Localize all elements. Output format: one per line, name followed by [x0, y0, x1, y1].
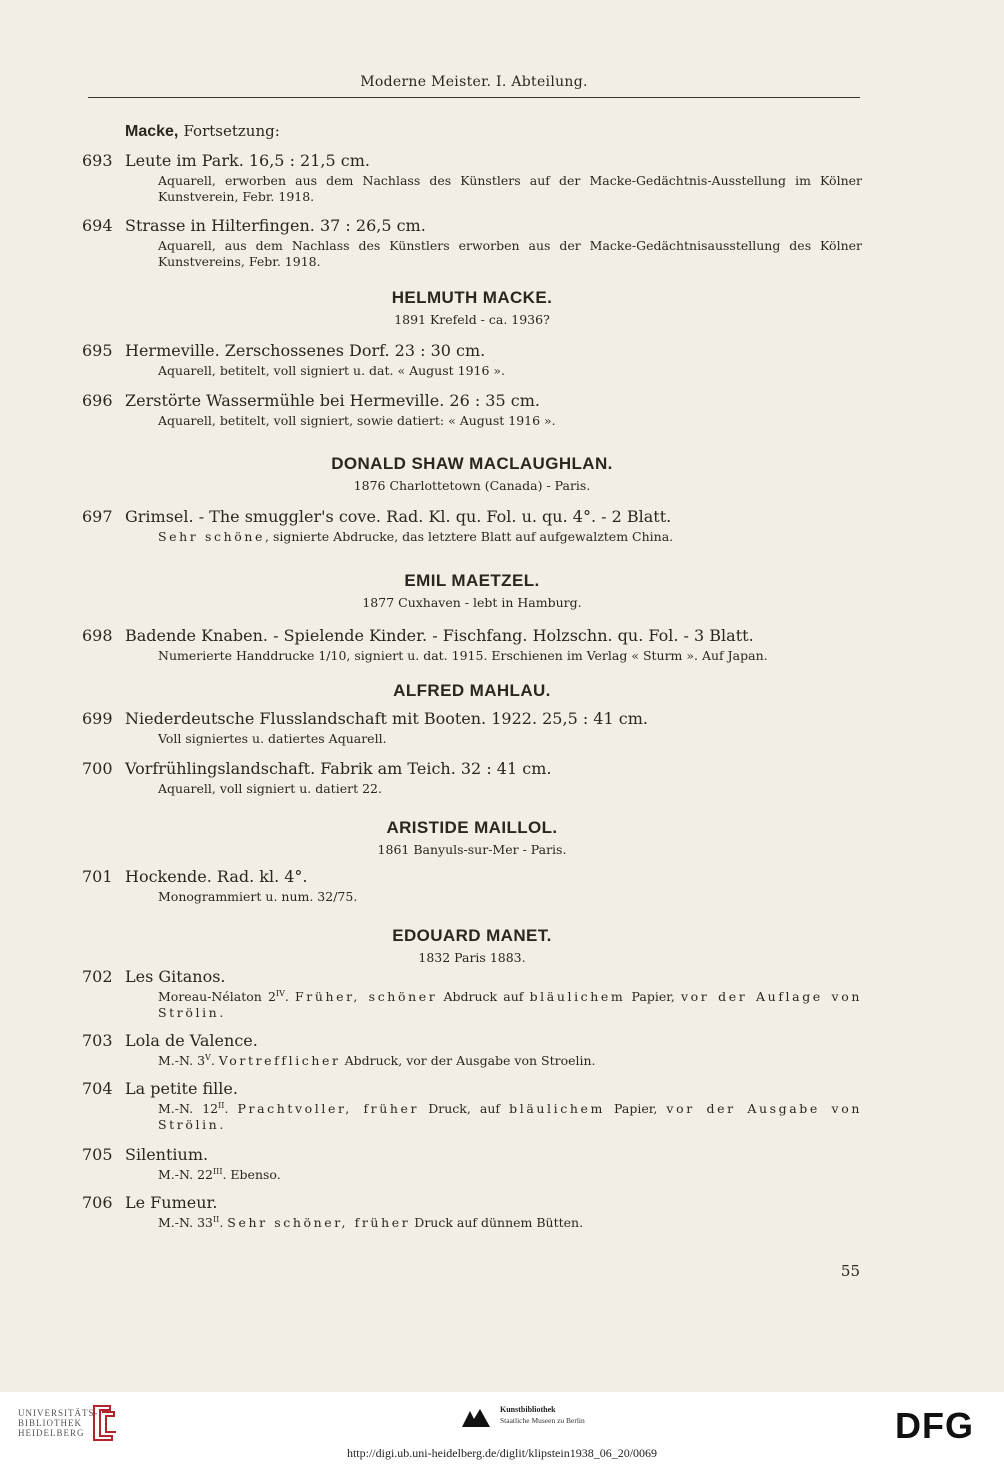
university-library-logo-icon [90, 1402, 118, 1442]
continuation-note: Fortsetzung: [183, 122, 280, 140]
entry-title: Grimsel. - The smuggler's cove. Rad. Kl. qu. Fol. u. qu. 4°. - 2 Blatt. [125, 507, 672, 526]
entry-description: Numerierte Handdrucke 1/10, signiert u. dat. 1915. Erschienen im Verlag « Sturm ». Auf Japan. [158, 648, 768, 663]
artist-life-dates: 1877 Cuxhaven - lebt in Hamburg. [362, 595, 582, 610]
artist-name: HELMUTH MACKE. [391, 288, 553, 307]
artist-name: EMIL MAETZEL. [404, 571, 540, 590]
catalog-entry [82, 151, 862, 205]
entry-description: Moreau-Nélaton $2^{IV}$. Früher, schöner Abdruck auf bläulichem Papier, vor der Auflage von Strölin. [158, 988, 862, 1020]
catalog-entry [82, 391, 862, 429]
entry-title: Silentium. [125, 1145, 209, 1164]
continuation-name: Macke, [125, 123, 179, 140]
entry-number: 693 [82, 151, 113, 170]
description-text: Druck auf dünnem Bütten. [414, 1215, 584, 1230]
entry-title: Leute im Park. 16,5 : 21,5 cm. [125, 151, 370, 170]
entry-title: Lola de Valence. [125, 1031, 258, 1050]
catalog-entry [82, 626, 862, 664]
spaced-emphasis: Prachtvoller, früher [237, 1101, 420, 1116]
entry-description: Aquarell, betitelt, voll signiert u. dat. « August 1916 ». [158, 363, 506, 378]
entry-number: 701 [82, 867, 113, 886]
entry-number: 704 [82, 1079, 113, 1098]
university-line: BIBLIOTHEK [18, 1418, 82, 1428]
university-library-label [18, 1408, 99, 1438]
kunstbibliothek-logo-icon [460, 1405, 494, 1431]
entry-description: M.-N. $3^V$. Vortrefflicher Abdruck, vor der Ausgabe von Stroelin. [158, 1052, 596, 1068]
description-text: . Ebenso. [222, 1167, 281, 1182]
catalogue-reference: Moreau-Nélaton 2 [158, 989, 276, 1004]
entry-title: Badende Knaben. - Spielende Kinder. - Fischfang. Holzschn. qu. Fol. - 3 Blatt. [125, 626, 754, 645]
catalog-entry [82, 1079, 862, 1133]
entry-title: Hermeville. Zerschossenes Dorf. 23 : 30 cm. [125, 341, 486, 360]
artist-life-dates: 1876 Charlottetown (Canada) - Paris. [353, 478, 591, 493]
catalogue-reference: M.-N. 3 [158, 1053, 206, 1068]
artist-heading [82, 453, 862, 494]
entry-description: Aquarell, erworben aus dem Nachlass des Künstlers auf der Macke-Gedächtnis-Ausstellung im Kölner Kunstverein, Febr. 1918. [158, 173, 862, 204]
catalogue-reference: M.-N. 22 [158, 1167, 213, 1182]
description-text: Druck, auf [428, 1101, 501, 1116]
spaced-emphasis: vor der Auflage von Strölin. [158, 989, 862, 1020]
entry-description: Aquarell, aus dem Nachlass des Künstlers erworben aus der Macke-Gedächtnisausstellung des Kölner Kunstvereins, Febr. 1918. [158, 238, 862, 269]
entry-number: 706 [82, 1193, 113, 1212]
permalink-url[interactable]: http://digi.ub.uni-heidelberg.de/diglit/klipstein1938_06_20/0069 [346, 1446, 658, 1460]
university-line: HEIDELBERG [18, 1428, 85, 1438]
dfg-logo [895, 1408, 991, 1442]
entry-number: 702 [82, 967, 113, 986]
state-superscript: IV [275, 988, 285, 998]
kunstbibliothek-subtitle: Staatliche Museen zu Berlin [500, 1416, 585, 1425]
university-line: UNIVERSITÄTS- [18, 1408, 99, 1418]
artist-life-dates: 1861 Banyuls-sur-Mer - Paris. [377, 842, 567, 857]
kunstbibliothek-title: Kunstbibliothek [500, 1405, 556, 1414]
spaced-emphasis: bläulichem [529, 989, 626, 1004]
entry-title: Vorfrühlingslandschaft. Fabrik am Teich. 32 : 41 cm. [125, 759, 552, 778]
entry-description [158, 529, 862, 545]
entry-number: 696 [82, 391, 113, 410]
artist-heading [82, 817, 862, 858]
catalog-entry [82, 1031, 862, 1069]
spaced-emphasis: Sehr schöne [158, 529, 265, 544]
artist-name: DONALD SHAW MACLAUGHLAN. [331, 454, 613, 473]
entry-title: Le Fumeur. [125, 1193, 218, 1212]
running-header: Moderne Meister. I. Abteilung. [360, 74, 588, 90]
state-superscript: V [205, 1052, 211, 1062]
entry-number: 703 [82, 1031, 113, 1050]
spaced-emphasis: vor der Ausgabe von Strölin. [158, 1101, 862, 1132]
spaced-emphasis: Früher, schöner [295, 989, 438, 1004]
state-superscript: III [213, 1166, 223, 1176]
artist-name: EDOUARD MANET. [392, 926, 552, 945]
entry-number: 699 [82, 709, 113, 728]
entry-description: Aquarell, betitelt, voll signiert, sowie datiert: « August 1916 ». [158, 413, 556, 428]
description-text: Abdruck auf [443, 989, 524, 1004]
entry-number: 700 [82, 759, 113, 778]
catalogue-reference: M.-N. 33 [158, 1215, 213, 1230]
entry-number: 705 [82, 1145, 113, 1164]
entry-title: Zerstörte Wassermühle bei Hermeville. 26 : 35 cm. [125, 391, 540, 410]
entry-description [158, 1167, 862, 1183]
catalog-entry [82, 867, 862, 905]
state-superscript: II [213, 1214, 220, 1224]
artist-heading [82, 680, 862, 702]
spaced-emphasis: Sehr schöner, früher [227, 1215, 411, 1230]
catalog-entry [82, 216, 862, 270]
artist-heading [82, 570, 862, 611]
page-number: 55 [840, 1262, 860, 1280]
catalog-entry [82, 507, 862, 545]
artist-life-dates: 1832 Paris 1883. [418, 950, 526, 965]
entry-description: M.-N. $12^{II}$. Prachtvoller, früher Druck, auf bläulichem Papier, vor der Ausgabe von Strölin. [158, 1100, 862, 1132]
continuation-heading [125, 121, 905, 141]
description-text: Abdruck, vor der Ausgabe von Stroelin. [344, 1053, 596, 1068]
entry-description: Monogrammiert u. num. 32/75. [158, 889, 358, 904]
header-rule [88, 97, 860, 98]
artist-heading [82, 287, 862, 328]
catalog-entry [82, 709, 862, 747]
artist-life-dates: 1891 Krefeld - ca. 1936? [394, 312, 550, 327]
entry-title: La petite fille. [125, 1079, 238, 1098]
artist-name: ARISTIDE MAILLOL. [386, 818, 558, 837]
entry-title: Les Gitanos. [125, 967, 226, 986]
catalog-entry [82, 759, 862, 797]
entry-description: Voll signiertes u. datiertes Aquarell. [158, 731, 387, 746]
catalog-entry [82, 1193, 862, 1231]
description-text: Papier, [614, 1101, 658, 1116]
entry-description: Aquarell, voll signiert u. datiert 22. [158, 781, 382, 796]
dfg-logo-text: DFG [895, 1408, 974, 1442]
entry-description: M.-N. $33^{II}$. Sehr schöner, früher Druck auf dünnem Bütten. [158, 1214, 584, 1230]
catalog-entry [82, 1145, 862, 1183]
entry-number: 695 [82, 341, 113, 360]
entry-number: 697 [82, 507, 113, 526]
entry-title: Hockende. Rad. kl. 4°. [125, 867, 308, 886]
catalog-entry [82, 341, 862, 379]
state-superscript: II [218, 1100, 225, 1110]
entry-title: Niederdeutsche Flusslandschaft mit Booten. 1922. 25,5 : 41 cm. [125, 709, 648, 728]
catalog-entry [82, 967, 862, 1021]
entry-number: 694 [82, 216, 113, 235]
spaced-emphasis: bläulichem [509, 1101, 605, 1116]
entry-title: Strasse in Hilterfingen. 37 : 26,5 cm. [125, 216, 426, 235]
artist-name: ALFRED MAHLAU. [393, 681, 551, 700]
spaced-emphasis: Vortrefflicher [218, 1053, 341, 1068]
entry-number: 698 [82, 626, 113, 645]
catalogue-reference: M.-N. 12 [158, 1101, 219, 1116]
description-text: Papier, [631, 989, 675, 1004]
description-text: , signierte Abdrucke, das letztere Blatt auf aufgewalztem China. [265, 529, 674, 544]
artist-heading [82, 925, 862, 966]
